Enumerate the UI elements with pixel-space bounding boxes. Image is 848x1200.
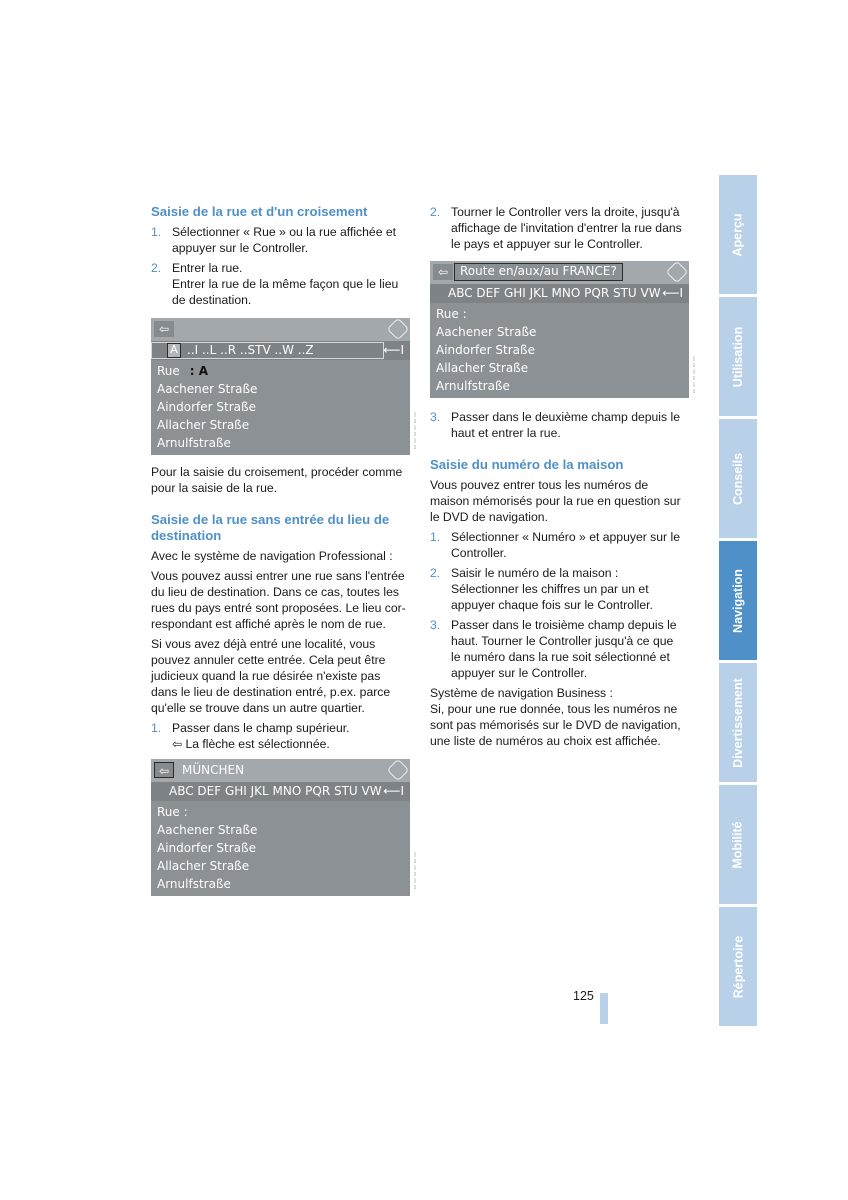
- tab-conseils[interactable]: Conseils: [719, 419, 757, 538]
- paragraph: Vous pouvez entrer tous les numéros de maison mémorisés pour la rue en question sur le DVD de navigation.: [430, 478, 681, 524]
- step-text: Sélectionner « Rue » ou la rue affichée et appuyer sur le Controller.: [172, 225, 397, 255]
- paragraph: Si vous avez déjà entré une localité, vous pouvez annuler cette entrée. Cela peut être judicieux quand la rue désirée n'existe pas dans le lieu de destination entré, p.ex. parce qu'elle se trouve dans un autre quartier.: [151, 637, 391, 715]
- step-text: Entrer la rue.: [172, 261, 243, 275]
- selected-letter-box[interactable]: A: [167, 343, 181, 358]
- paragraph: Si, pour une rue donnée, tous les numéros ne sont pas mémorisés sur le DVD de navigation, une liste de numéros au choix est affichée.: [430, 702, 681, 748]
- enter-icon[interactable]: ⟵I: [662, 286, 683, 300]
- left-column-continued: [151, 464, 409, 752]
- right-column: [430, 204, 686, 252]
- step-subtext: ⇦ La flèche est sélectionnée.: [172, 737, 330, 751]
- list-item-rue[interactable]: Rue :: [157, 805, 188, 819]
- list-item-rue[interactable]: Rue :: [436, 307, 467, 321]
- letter-speller[interactable]: ABC DEF GHI JKL MNO PQR STU VW: [169, 784, 382, 798]
- list-item[interactable]: Arnulfstraße: [157, 877, 231, 891]
- step-1: [430, 529, 686, 561]
- step-number: 2.: [430, 566, 441, 580]
- enter-icon[interactable]: ⟵I: [383, 784, 404, 798]
- back-arrow-icon[interactable]: ⇦: [433, 264, 453, 280]
- step-text: Passer dans le champ supérieur.: [172, 721, 350, 735]
- list-item-rue[interactable]: Rue : A: [157, 364, 209, 378]
- paragraph: Système de navigation Business :: [430, 686, 613, 700]
- tab-mobilite[interactable]: Mobilité: [719, 785, 757, 904]
- list-item[interactable]: Arnulfstraße: [157, 436, 231, 450]
- country-prompt-field[interactable]: Route en/aux/au FRANCE?: [454, 263, 623, 281]
- paragraph: Vous pouvez aussi entrer une rue sans l'entrée du lieu de destination. Dans ce cas, toutes les rues du pays entré sont proposées. Le lieu correspondant est affiché après le nom de rue.: [151, 569, 406, 631]
- letter-speller[interactable]: ABC DEF GHI JKL MNO PQR STU VW: [448, 286, 661, 300]
- tab-utilisation[interactable]: Utilisation: [719, 297, 757, 416]
- step-subtext: Entrer la rue de la même façon que le lieu de destination.: [172, 277, 399, 307]
- page-number: 125: [573, 989, 594, 1003]
- step-text: Passer dans le troisième champ depuis le haut. Tourner le Controller jusqu'à ce que le numéro dans la rue soit sélectionné et appuyer sur le Controller.: [451, 618, 677, 680]
- letter-speller[interactable]: ..I ..L ..R ..STV ..W ..Z: [187, 343, 314, 357]
- tab-navigation[interactable]: Navigation: [719, 541, 757, 660]
- step-number: 1.: [151, 225, 162, 239]
- list-item[interactable]: Aindorfer Straße: [157, 841, 256, 855]
- street-list: [157, 362, 257, 452]
- back-arrow-icon[interactable]: ⇦: [154, 321, 174, 337]
- tab-divertissement[interactable]: Divertissement: [719, 663, 757, 782]
- screen-street-entry: [151, 318, 410, 455]
- step-number: 1.: [430, 530, 441, 544]
- section-title-street-crossing: Saisie de la rue et d'un croisement: [151, 204, 368, 219]
- step-3: [430, 617, 686, 681]
- right-column-continued: [430, 409, 686, 749]
- paragraph: Pour la saisie du croisement, procéder comme pour la saisie de la rue.: [151, 465, 403, 495]
- list-item[interactable]: Allacher Straße: [157, 859, 250, 873]
- list-item[interactable]: Arnulfstraße: [436, 379, 510, 393]
- step-subtext: Sélectionner les chiffres un par un et appuyer chaque fois sur le Controller.: [451, 582, 653, 612]
- street-list: [157, 803, 257, 893]
- step-text: Passer dans le deuxième champ depuis le haut et entrer la rue.: [451, 410, 680, 440]
- step-1: [151, 224, 409, 256]
- left-column: [151, 204, 409, 308]
- city-field[interactable]: MÜNCHEN: [182, 763, 245, 777]
- screen-city-street: [151, 759, 410, 896]
- street-list: [436, 305, 536, 395]
- speller-frame: [151, 342, 384, 359]
- list-item[interactable]: Aindorfer Straße: [157, 400, 256, 414]
- figure-code: ▯▯▯▯▯▯: [412, 852, 418, 891]
- step-3: [430, 409, 686, 441]
- enter-icon[interactable]: ⟵I: [383, 343, 404, 357]
- tab-repertoire[interactable]: Répertoire: [719, 907, 757, 1026]
- list-item[interactable]: Aachener Straße: [436, 325, 537, 339]
- step-2: [430, 565, 686, 613]
- figure-code: ▯▯▯▯▯▯: [691, 356, 697, 395]
- list-item[interactable]: Allacher Straße: [436, 361, 529, 375]
- figure-code: ▯▯▯▯▯▯: [412, 412, 418, 451]
- step-number: 3.: [430, 410, 441, 424]
- list-item[interactable]: Aachener Straße: [157, 823, 258, 837]
- back-arrow-icon: ⇦: [172, 737, 183, 751]
- list-item[interactable]: Aindorfer Straße: [436, 343, 535, 357]
- step-number: 2.: [151, 261, 162, 275]
- step-2: [430, 204, 686, 252]
- section-title-house-number: Saisie du numéro de la maison: [430, 457, 624, 472]
- step-text: Saisir le numéro de la maison :: [451, 566, 619, 580]
- step-1: [151, 720, 409, 752]
- back-arrow-icon[interactable]: ⇦: [154, 762, 174, 778]
- step-2: [151, 260, 409, 308]
- step-text: Sélectionner « Numéro » et appuyer sur le Controller.: [451, 530, 680, 560]
- step-number: 3.: [430, 618, 441, 632]
- list-item[interactable]: Aachener Straße: [157, 382, 258, 396]
- step-number: 2.: [430, 205, 441, 219]
- screen-country-street: [430, 261, 689, 398]
- list-item[interactable]: Allacher Straße: [157, 418, 250, 432]
- paragraph: Avec le système de navigation Professional :: [151, 549, 393, 563]
- step-number: 1.: [151, 721, 162, 735]
- section-title-street-without-destination: Saisie de la rue sans entrée du lieu de destination: [151, 512, 390, 543]
- step-text: Tourner le Controller vers la droite, jusqu'à affichage de l'invitation d'entrer la rue dans le pays et appuyer sur le Controller.: [451, 205, 682, 251]
- tab-apercu[interactable]: Aperçu: [719, 175, 757, 294]
- page-marker-bar: [600, 993, 608, 1024]
